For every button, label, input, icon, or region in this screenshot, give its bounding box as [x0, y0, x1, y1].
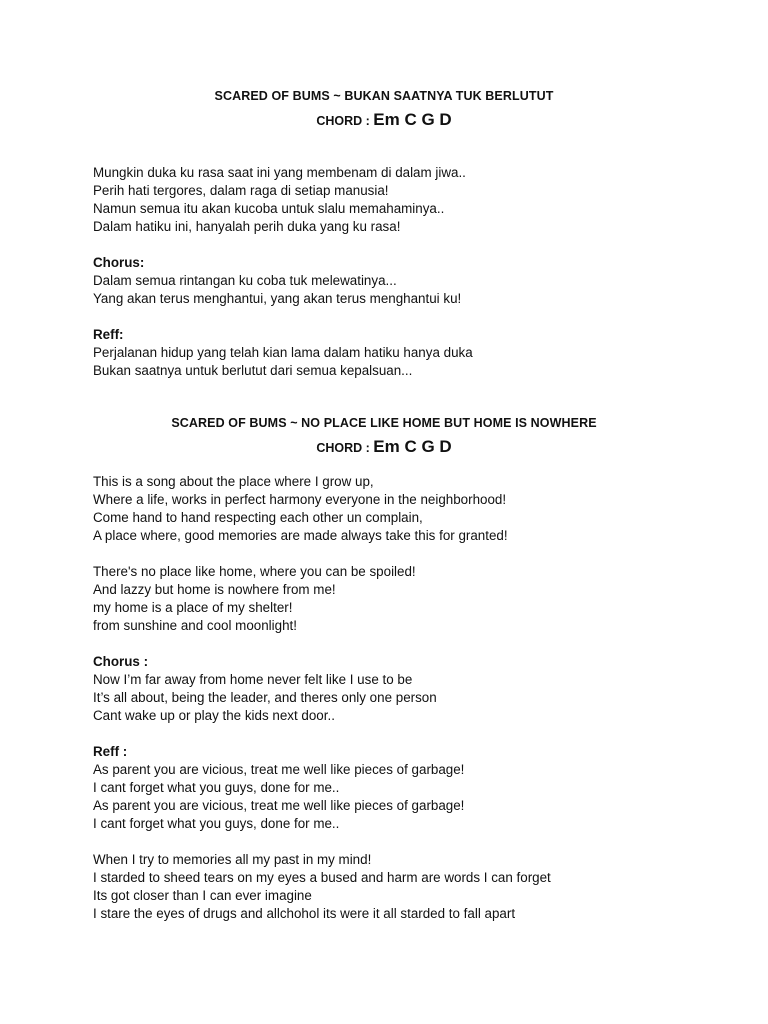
section-label: Reff:: [93, 327, 124, 342]
lyric-line: Dalam semua rintangan ku coba tuk melewatinya...: [93, 273, 397, 288]
section-label: Chorus:: [93, 255, 145, 270]
chord-label: CHORD :: [316, 441, 374, 455]
lyric-line: Come hand to hand respecting each other un complain,: [93, 510, 423, 525]
reff: [93, 326, 733, 380]
lyric-line: When I try to memories all my past in my mind!: [93, 852, 372, 867]
chord-label: CHORD :: [316, 114, 374, 128]
section-label: Chorus :: [93, 654, 149, 669]
chorus: [93, 254, 733, 308]
lyric-line: I cant forget what you guys, done for me..: [93, 816, 340, 831]
song-1: [0, 88, 768, 378]
verse: [93, 851, 733, 923]
chord-value: Em C G D: [373, 110, 452, 129]
lyric-line: Cant wake up or play the kids next door..: [93, 708, 335, 723]
lyric-line: Perjalanan hidup yang telah kian lama dalam hatiku hanya duka: [93, 345, 473, 360]
chord-line: [0, 436, 768, 459]
lyric-line: I cant forget what you guys, done for me..: [93, 780, 340, 795]
lyric-line: As parent you are vicious, treat me well like pieces of garbage!: [93, 798, 465, 813]
lyric-line: This is a song about the place where I grow up,: [93, 474, 374, 489]
lyric-line: I stare the eyes of drugs and allchohol its were it all starded to fall apart: [93, 906, 516, 921]
lyric-line: There's no place like home, where you can be spoiled!: [93, 564, 416, 579]
chorus: [93, 653, 733, 725]
lyrics-body: [93, 164, 733, 398]
chord-line: [0, 109, 768, 132]
lyrics-body: [93, 473, 733, 941]
verse: [93, 473, 733, 545]
song-2: [0, 415, 768, 921]
section-label: Reff :: [93, 744, 128, 759]
lyric-line: Where a life, works in perfect harmony everyone in the neighborhood!: [93, 492, 507, 507]
lyric-line: Now I’m far away from home never felt like I use to be: [93, 672, 413, 687]
lyric-line: Bukan saatnya untuk berlutut dari semua kepalsuan...: [93, 363, 413, 378]
verse: [93, 563, 733, 635]
song-title: SCARED OF BUMS ~ BUKAN SAATNYA TUK BERLUTUT: [214, 89, 554, 103]
lyric-line: from sunshine and cool moonlight!: [93, 618, 297, 633]
lyric-line: Yang akan terus menghantui, yang akan terus menghantui ku!: [93, 291, 462, 306]
lyric-line: my home is a place of my shelter!: [93, 600, 293, 615]
lyric-line: And lazzy but home is nowhere from me!: [93, 582, 336, 597]
lyric-line: Mungkin duka ku rasa saat ini yang membenam di dalam jiwa..: [93, 165, 466, 180]
lyric-line: It’s all about, being the leader, and theres only one person: [93, 690, 437, 705]
verse: [93, 164, 733, 236]
lyric-line: Dalam hatiku ini, hanyalah perih duka yang ku rasa!: [93, 219, 401, 234]
lyric-line: Its got closer than I can ever imagine: [93, 888, 312, 903]
lyric-line: I starded to sheed tears on my eyes a bused and harm are words I can forget: [93, 870, 551, 885]
lyric-line: Perih hati tergores, dalam raga di setiap manusia!: [93, 183, 389, 198]
lyric-line: As parent you are vicious, treat me well like pieces of garbage!: [93, 762, 465, 777]
reff: [93, 743, 733, 833]
lyric-line: A place where, good memories are made always take this for granted!: [93, 528, 508, 543]
chord-value: Em C G D: [373, 437, 452, 456]
song-title: SCARED OF BUMS ~ NO PLACE LIKE HOME BUT HOME IS NOWHERE: [171, 416, 597, 430]
lyric-line: Namun semua itu akan kucoba untuk slalu memahaminya..: [93, 201, 445, 216]
